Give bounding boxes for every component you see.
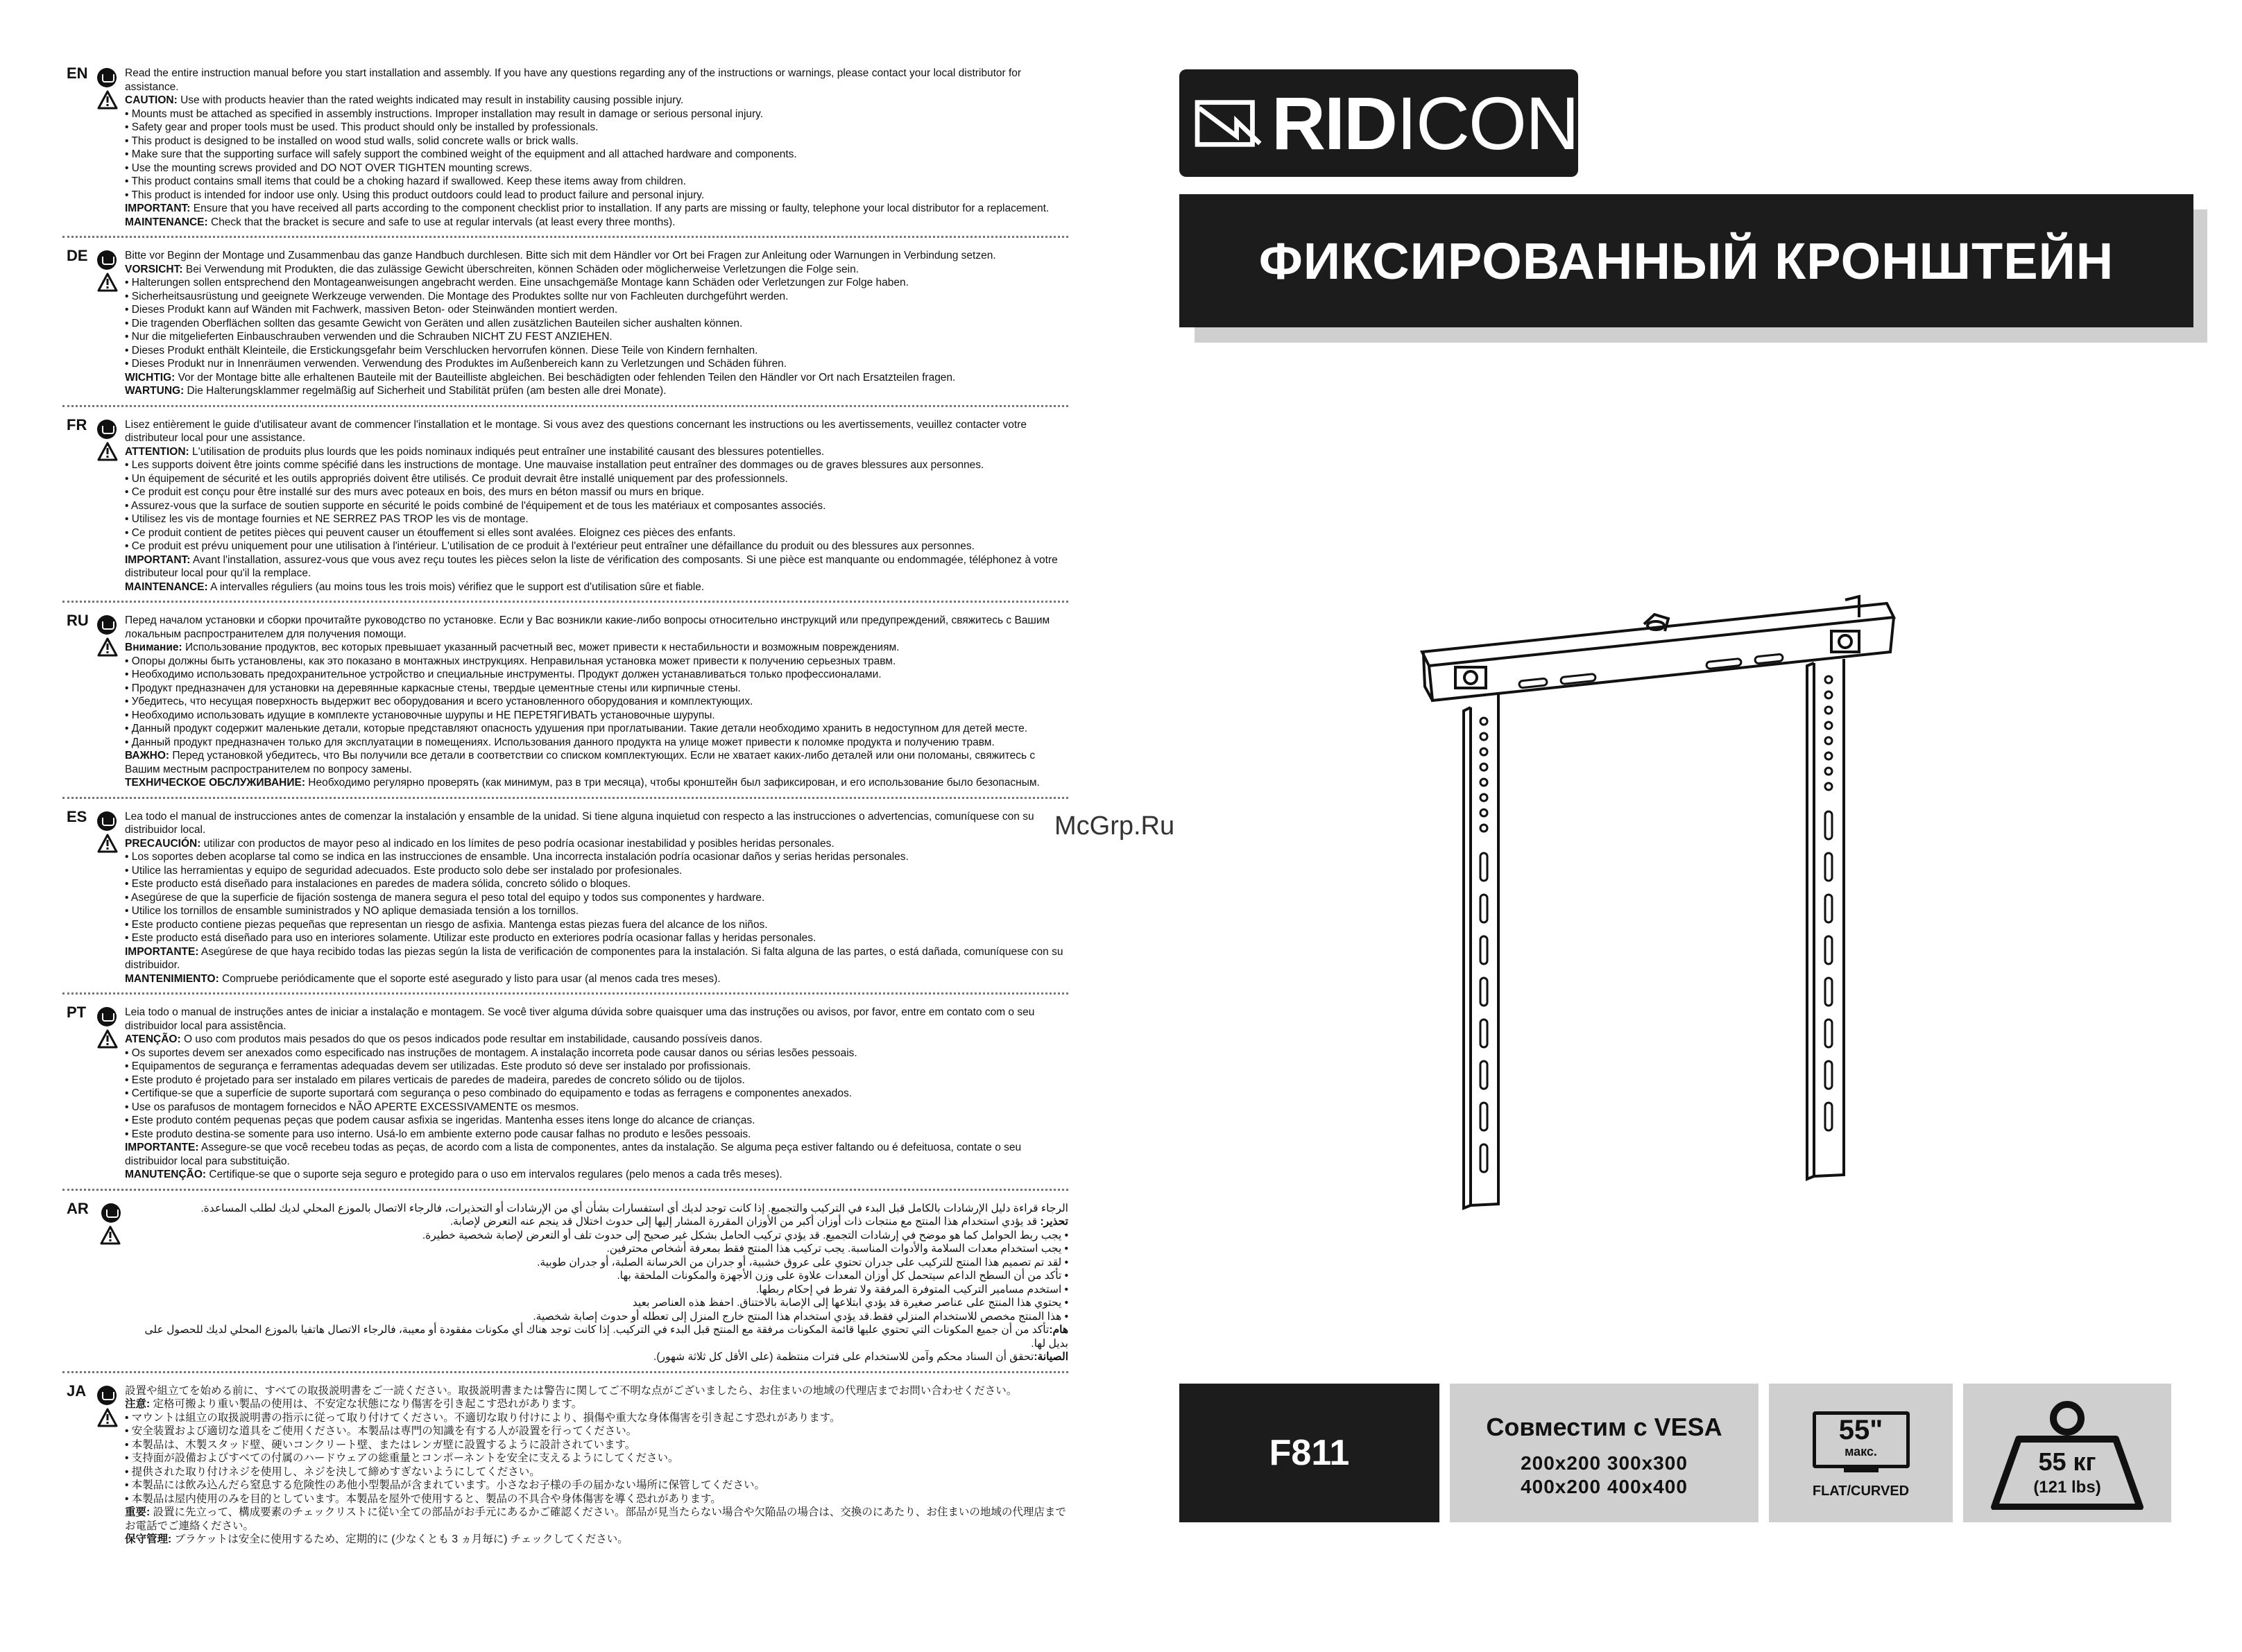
instruction-line	[125, 1506, 1068, 1533]
instruction-line	[125, 709, 1068, 723]
instruction-line	[125, 749, 1068, 776]
line-text: • Les supports doivent être joints comme spécifié dans les instructions de montage. Une mauvaise installation peut entraîner des dommages ou de graves blessures aux personnes.	[125, 459, 984, 471]
line-text: • يجب ربط الحوامل كما هو موضح في إرشادات التجميع. قد يؤدي تركيب الحامل بشكل غير صحيح إلى حدوث تلف أو التعرض لإصابة شخصية خطيرة.	[422, 1229, 1068, 1241]
instruction-line	[125, 1215, 1068, 1229]
section-lines	[125, 1033, 1068, 1182]
instruction-line	[125, 553, 1068, 580]
language-code: DE	[67, 247, 88, 264]
warning-icon	[100, 1225, 121, 1245]
line-text: Compruebe periódicamente que el soporte esté asegurado y listo para usar (al menos cada tres meses).	[219, 972, 721, 985]
line-text: • يجب استخدام معدات السلامة والأدوات المناسبة. يجب تركيب هذا المنتج فقط بمعرفة أشخاص محترفين.	[606, 1243, 1068, 1255]
book-icon	[101, 1203, 121, 1223]
instruction-line	[125, 1229, 1068, 1243]
line-text: Необходимо регулярно проверять (как минимум, раз в три месяца), чтобы кронштейн был зафиксирован, и его использование было безопасным.	[305, 777, 1040, 789]
instruction-line	[125, 189, 1068, 203]
line-text: Check that the bracket is secure and safe to use at regular intervals (at least every three months).	[207, 216, 676, 228]
line-text: Vor der Montage bitte alle erhaltenen Bauteile mit der Bauteilliste abgleichen. Bei beschädigten oder fehlenden Teilen den Händler vor Ort nach Ersatzteilen fragen.	[175, 371, 956, 384]
line-text: • This product is intended for indoor use only. Using this product outdoors could lead to product failure and personal injury.	[125, 189, 705, 201]
line-text: • Utilice las herramientas y equipo de seguridad adecuados. Este producto solo debe ser instalado por profesionales.	[125, 864, 683, 877]
instruction-line	[125, 1101, 1068, 1115]
instruction-line	[125, 148, 1068, 162]
instruction-line	[125, 276, 1068, 290]
weight-lbs: (121 lbs)	[2033, 1478, 2101, 1497]
line-label: MANTENIMIENTO:	[125, 972, 219, 985]
line-text: • 本製品には飲み込んだら窒息する危険性のあ他小型製品が含まれています。小さなお子様の手の届かない場所に保管してください。	[125, 1479, 765, 1491]
section-intro: Bitte vor Beginn der Montage und Zusammenbau das ganze Handbuch durchlesen. Bitte sich mit dem Händler vor Ort bei Fragen zur Anleitung oder Warnungen in Verbindung setzen.	[125, 250, 996, 261]
screen-size: 55"	[1838, 1415, 1883, 1445]
line-label: ATTENTION:	[125, 445, 189, 458]
cover-panel	[1179, 0, 2242, 1652]
line-text: • Продукт предназначен для установки на деревянные каркасные стены, твердые цементные стены или кирпичные стены.	[125, 682, 741, 694]
line-label: WARTUNG:	[125, 385, 185, 397]
instruction-line	[125, 1465, 1068, 1479]
instruction-line	[125, 107, 1068, 121]
instruction-line	[125, 1492, 1068, 1506]
line-label: VORSICHT:	[125, 263, 183, 275]
instruction-line	[125, 1283, 1068, 1297]
line-text: • Utilice los tornillos de ensamble suministrados y NO aplique demasiada tensión a los tornillos.	[125, 905, 579, 917]
warning-icon	[97, 273, 118, 292]
line-label: IMPORTANT:	[125, 203, 191, 214]
line-text: • لقد تم تصميم هذا المنتج للتركيب على جدران تحتوي على عروق خشبية، أو جدران من الخرسانة الصلبة، أو جدران طوبية.	[537, 1256, 1068, 1268]
section-intro: Перед началом установки и сборки прочитайте руководство по установке. Если у Вас возникли какие-либо вопросы относительно инструкций или предупреждений, свяжитесь с Вашим локальным распространителем для получения помощи.	[125, 614, 1050, 640]
instruction-line	[125, 1296, 1068, 1310]
brand-logo	[1179, 69, 1578, 177]
instruction-line	[125, 135, 1068, 148]
line-text: • Убедитесь, что несущая поверхность выдержит вес оборудования и всего установленного оборудования и комплектующих.	[125, 696, 753, 707]
instruction-line	[125, 1114, 1068, 1128]
line-text: • Mounts must be attached as specified in assembly instructions. Improper installation may result in damage or serious personal injury.	[125, 107, 764, 120]
section-ru	[62, 610, 1068, 799]
instruction-line	[125, 330, 1068, 344]
instruction-line	[125, 972, 1068, 986]
instruction-line	[125, 357, 1068, 371]
instruction-line	[125, 1168, 1068, 1182]
line-label: تحذير:	[1040, 1216, 1068, 1228]
book-icon	[97, 1007, 117, 1026]
line-text: • يحتوي هذا المنتج على عناصر صغيرة قد يؤدي ابتلاعها إلى الإصابة بالاختناق. احفظ هذه العناصر بعيد	[632, 1297, 1068, 1309]
warning-icon	[97, 1408, 118, 1427]
instruction-line	[125, 317, 1068, 331]
instruction-line	[125, 162, 1068, 175]
line-text: • Данный продукт содержит маленькие детали, которые представляют опасность удушения при проглатывании. Такие детали необходимо хранить в недоступном для детей месте.	[125, 723, 1028, 734]
line-text: • Safety gear and proper tools must be used. This product should only be installed by professionals.	[125, 121, 599, 133]
vesa-badge	[1450, 1384, 1758, 1522]
line-text: Use with products heavier than the rated weights indicated may result in instability causing possible injury.	[177, 94, 684, 106]
line-text: Certifique-se que o suporte seja seguro e protegido para o uso em intervalos regulares (pelo menos a cada três meses).	[206, 1169, 782, 1180]
instruction-line	[125, 668, 1068, 682]
line-text: • Assurez-vous que la surface de soutien supporte en sécurité le poids combiné de l'équipement et de tous les matériaux et composantes associés.	[125, 499, 826, 512]
product-title: ФИКСИРОВАННЫЙ КРОНШТЕЙН	[1179, 194, 2193, 327]
instruction-line	[125, 682, 1068, 696]
line-text: Использование продуктов, вес которых превышает указанный расчетный вес, может привести к нестабильности и возможным повреждениям.	[182, 642, 900, 653]
line-text: تحقق أن السناد محكم وآمن للاستخدام على فترات منتظمة (على الأقل كل ثلاثة شهور).	[653, 1351, 1034, 1363]
line-text: Ensure that you have received all parts according to the component checklist prior to installation. If any parts are missing or faulty, telephone your local distributor for a replacement.	[190, 203, 1050, 214]
instruction-line	[125, 776, 1068, 790]
line-text: • هذا المنتج مخصص للاستخدام المنزلي فقط.قد يؤدي استخدام هذا المنتج خارج المنزل إلى تعطله أو حدوث إصابة شخصية.	[533, 1310, 1068, 1323]
instruction-line	[125, 1411, 1068, 1425]
line-label: CAUTION:	[125, 94, 178, 106]
line-text: • This product contains small items that could be a choking hazard if swallowed. Keep these items away from children.	[125, 175, 686, 187]
vesa-line-1: 200x200 300x300	[1521, 1452, 1688, 1474]
line-text: قد يؤدي استخدام هذا المنتج مع منتجات ذات أوزان أكبر من الأوزان المقررة المشار إليها إلى حدوث اختلال قد ينجم عنه التعرض لإصابة.	[450, 1216, 1041, 1228]
line-text: • Ce produit est conçu pour être installé sur des murs avec poteaux en bois, des murs en béton massif ou murs en brique.	[125, 486, 705, 498]
instruction-line	[125, 1269, 1068, 1283]
instruction-line	[125, 499, 1068, 513]
instruction-line	[125, 1350, 1068, 1364]
line-text: • Este produto é projetado para ser instalado em pilares verticais de paredes de madeira, paredes de concreto sólido ou de tijolos.	[125, 1074, 745, 1086]
section-lines	[125, 1215, 1068, 1364]
line-label: ВАЖНО:	[125, 750, 170, 762]
line-label: Внимание:	[125, 642, 182, 653]
line-text: • Die tragenden Oberflächen sollten das gesamte Gewicht von Geräten und allen zusätzlichen Bauteilen sicher aushalten können.	[125, 317, 743, 329]
instruction-line	[125, 202, 1068, 216]
line-text: • 本製品は屋内使用のみを目的としています。本製品を屋外で使用すると、製品の不具合や身体傷害を導く恐れがあります。	[125, 1492, 721, 1505]
screen-icon	[1813, 1411, 1910, 1468]
line-text: Bei Verwendung mit Produkten, die das zulässige Gewicht überschreiten, können Schäden oder möglicherweise Verletzungen die Folge sein.	[182, 263, 859, 275]
screen-stand	[1844, 1468, 1879, 1479]
line-text: • Опоры должны быть установлены, как это показано в монтажных инструкциях. Неправильная установка может привести к получению серьезных травм.	[125, 655, 896, 667]
screen-max: макс.	[1845, 1445, 1877, 1459]
instruction-line	[125, 384, 1068, 398]
warning-icon	[97, 637, 118, 657]
book-icon	[97, 615, 117, 635]
book-icon	[97, 811, 117, 831]
line-text: • Os suportes devem ser anexados como especificado nas instruções de montagem. A instalação incorreta pode causar danos ou sérias lesões pessoais.	[125, 1047, 857, 1059]
line-text: Asegúrese de que haya recibido todas las piezas según la lista de verificación de componentes para la instalación. Si falta alguna de las partes, o está dañada, comuníquese con su distribuidor.	[125, 945, 1063, 971]
line-label: الصيانة:	[1034, 1351, 1068, 1363]
section-es	[62, 806, 1068, 995]
instruction-line	[125, 526, 1068, 540]
section-intro: الرجاء قراءة دليل الإرشادات بالكامل قبل البدء في التركيب والتجميع. إذا كانت توجد لديك أي استفسارات بشأن أي من الإرشادات أو التحذيرات، فالرجاء الاتصال بالموزع المحلي لديك لطلب المساعدة.	[200, 1202, 1068, 1214]
section-intro: Lea todo el manual de instrucciones antes de comenzar la instalación y ensamble de la unidad. Si tiene alguna inquietud con respecto a las instrucciones o advertencias, comuníquese con su distribuidor local.	[125, 810, 1034, 836]
spec-row	[1179, 1384, 2241, 1522]
screen-badge	[1769, 1384, 1953, 1522]
book-icon	[97, 68, 117, 87]
line-text: • Sicherheitsausrüstung und geeignete Werkzeuge verwenden. Die Montage des Produktes sollte nur von Fachleuten durchgeführt werden.	[125, 290, 789, 302]
section-intro: Leia todo o manual de instruções antes de iniciar a instalação e montagem. Se você tiver alguma dúvida sobre quaisquer uma das instruções ou avisos, por favor, entre em contato com o seu distribuidor local para assistência.	[125, 1006, 1035, 1032]
brand-name-part-b: ICON	[1396, 81, 1578, 165]
section-lines	[125, 1397, 1068, 1547]
instruction-line	[125, 655, 1068, 669]
line-text: • 本製品は、木製スタッド壁、硬いコンクリート壁、またはレンガ壁に設置するように設計されています。	[125, 1438, 636, 1451]
instruction-line	[125, 1047, 1068, 1060]
line-text: • Use os parafusos de montagem fornecidos e NÃO APERTE EXCESSIVAMENTE os mesmos.	[125, 1101, 579, 1113]
line-text: • Make sure that the supporting surface will safely support the combined weight of the equipment and all attached hardware and components.	[125, 148, 797, 160]
line-text: • Use the mounting screws provided and DO NOT OVER TIGHTEN mounting screws.	[125, 162, 533, 174]
line-text: • Nur die mitgelieferten Einbauschrauben verwenden und die Schrauben NICHT ZU FEST ANZIEHEN.	[125, 331, 613, 343]
bracket-drawing	[1415, 576, 1928, 1255]
section-intro: 設置や組立てを始める前に、すべての取扱説明書をご一読ください。取扱説明書または警告に関してご不明な点がございましたら、お住まいの地域の代理店までお問い合わせください。	[125, 1384, 1018, 1397]
line-text: • Este producto contiene piezas pequeñas que representan un riesgo de asfixia. Mantenga estas piezas fuera del alcance de los niños.	[125, 918, 768, 931]
line-label: WICHTIG:	[125, 371, 176, 384]
book-icon	[97, 1386, 117, 1405]
warning-icon	[97, 442, 118, 461]
line-text: Avant l'installation, assurez-vous que vous avez reçu toutes les pièces selon la liste de vérification des composants. Si une pièce est manquante ou endommagée, téléphonez à votre distributeur local pour qu'il la remplace.	[125, 553, 1058, 579]
instruction-line	[125, 1323, 1068, 1350]
line-text: • Este produto destina-se somente para uso interno. Usá-lo em ambiente externo pode causar falhas no produto e lesões pessoais.	[125, 1128, 751, 1140]
instruction-line	[125, 1074, 1068, 1087]
instruction-line	[125, 1310, 1068, 1324]
line-text: • تأكد من أن السطح الداعم سيتحمل كل أوزان المعدات علاوة على وزن الأجهزة والمكونات الملحقة بها.	[617, 1270, 1068, 1282]
line-text: Assegure-se que você recebeu todas as peças, de acordo com a lista de componentes, antes da instalação. Se alguma peça estiver faltando ou é defeituosa, contate o seu distribuidor local para substituição.	[125, 1142, 1022, 1167]
line-text: • Este producto está diseñado para instalaciones en paredes de madera sólida, concreto sólido o bloques.	[125, 878, 631, 890]
line-text: • Este producto está diseñado para uso en interiores solamente. Utilizar este producto en exteriores podría ocasionar fallas y heridas personales.	[125, 932, 816, 944]
line-text: • Utilisez les vis de montage fournies et NE SERREZ PAS TROP les vis de montage.	[125, 513, 529, 525]
language-code: FR	[67, 415, 87, 433]
instruction-line	[125, 94, 1068, 107]
line-text: Перед установкой убедитесь, что Вы получили все детали в соответствии со списком комплектующих. Если не хватает каких-либо деталей или они поломаны, свяжитесь с Вашим местным распространителем по вопросу замены.	[125, 750, 1036, 775]
instruction-line	[125, 175, 1068, 189]
language-code: JA	[67, 1382, 87, 1400]
instruction-line	[125, 945, 1068, 972]
line-text: • Ce produit contient de petites pièces qui peuvent causer un étouffement si elles sont avalées. Eloignez ces pièces des enfants.	[125, 526, 736, 539]
instruction-line	[125, 904, 1068, 918]
instruction-line	[125, 290, 1068, 304]
instruction-line	[125, 1452, 1068, 1465]
instruction-line	[125, 216, 1068, 230]
instruction-line	[125, 722, 1068, 736]
line-text: • Certifique-se que a superfície de suporte suportará com segurança o peso combinado do equipamento e todas as ferragens e componentes anexados.	[125, 1087, 853, 1099]
line-label: هام:	[1049, 1324, 1068, 1336]
instruction-line	[125, 1128, 1068, 1142]
instruction-line	[125, 472, 1068, 486]
instruction-line	[125, 891, 1068, 905]
logo-mark-icon	[1195, 85, 1265, 162]
warning-icon	[97, 1029, 118, 1049]
line-text: Die Halterungsklammer regelmäßig auf Sicherheit und Stabilität prüfen (am besten alle drei Monate).	[184, 385, 667, 397]
line-text: utilizar con productos de mayor peso al indicado en los límites de peso podría ocasionar inestabilidad y posibles heridas personales.	[200, 837, 835, 850]
section-ja	[62, 1380, 1068, 1554]
line-label: PRECAUCIÓN:	[125, 837, 201, 850]
section-icons	[97, 1007, 121, 1049]
line-text: ブラケットは安全に使用するため、定期的に (少なくとも 3 ヵ月毎に) チェックしてください。	[171, 1533, 628, 1545]
instruction-line	[125, 1438, 1068, 1452]
section-pt	[62, 1001, 1068, 1191]
instruction-line	[125, 641, 1068, 655]
instruction-line	[125, 931, 1068, 945]
line-text: • Este produto contém pequenas peças que podem causar asfixia se ingeridas. Mantenha esses itens longe do alcance de crianças.	[125, 1115, 755, 1126]
section-lines	[125, 837, 1068, 986]
brand-name	[1272, 80, 1578, 166]
instruction-line	[125, 303, 1068, 317]
watermark: McGrp.Ru	[1054, 811, 1175, 841]
section-icons	[97, 250, 121, 292]
warning-icon	[97, 834, 118, 853]
line-text: • Необходимо использовать предохранительное устройство и специальные инструменты. Продукт должен устанавливаться только профессионалами.	[125, 669, 882, 680]
instruction-line	[125, 1087, 1068, 1101]
instruction-line	[125, 513, 1068, 526]
section-lines	[125, 94, 1068, 229]
line-text: • Dieses Produkt nur in Innenräumen verwenden. Verwendung des Produktes im Außenbereich kann zu Verletzungen und Schäden führen.	[125, 358, 787, 370]
line-label: 注意:	[125, 1398, 151, 1410]
instruction-line	[125, 1397, 1068, 1411]
line-text: L'utilisation de produits plus lourds que les poids nominaux indiqués peut entraîner une instabilité causant des blessures potentielles.	[189, 445, 825, 458]
line-label: 重要:	[125, 1506, 151, 1518]
section-intro: Lisez entièrement le guide d'utilisateur avant de commencer l'installation et le montage. Si vous avez des questions concernant les instructions ou les avertissements, veuillez contacter votre distributeur local pour une assistance.	[125, 418, 1027, 444]
section-en	[62, 62, 1068, 238]
line-text: • Данный продукт предназначен только для эксплуатации в помещениях. Использования данного продукта на улице может привести к поломке продукта и получению травм.	[125, 736, 995, 748]
line-text: • Asegúrese de que la superficie de fijación sostenga de manera segura el peso total del equipo y todos sus componentes y hardware.	[125, 891, 765, 904]
line-text: • This product is designed to be installed on wood stud walls, solid concrete walls or brick walls.	[125, 135, 579, 147]
line-label: IMPORTANT:	[125, 553, 191, 566]
model-badge: F811	[1179, 1384, 1439, 1522]
vesa-sizes	[1450, 1452, 1758, 1499]
instruction-line	[125, 371, 1068, 385]
section-de	[62, 245, 1068, 407]
instruction-line	[125, 1060, 1068, 1074]
instruction-line	[125, 918, 1068, 932]
line-text: • 提供された取り付けネジを使用し、ネジを決して締めすぎないようにしてください。	[125, 1465, 540, 1478]
instruction-line	[125, 850, 1068, 864]
section-lines	[125, 641, 1068, 790]
line-text: • Equipamentos de segurança e ferramentas adequadas devem ser utilizadas. Este produto só deve ser instalado por profissionais.	[125, 1060, 751, 1072]
section-icons	[97, 1386, 121, 1427]
instruction-line	[125, 344, 1068, 358]
section-icons	[97, 420, 121, 461]
vesa-title: Совместим с VESA	[1486, 1413, 1722, 1441]
instruction-line	[125, 445, 1068, 459]
language-code: EN	[67, 64, 88, 82]
instruction-line	[125, 837, 1068, 851]
line-label: MANUTENÇÃO:	[125, 1169, 207, 1180]
instruction-line	[125, 540, 1068, 553]
line-label: IMPORTANTE:	[125, 1142, 199, 1153]
weight-kg: 55 кг	[2038, 1447, 2096, 1476]
line-text: A intervalles réguliers (au moins tous les trois mois) vérifiez que le support est d'utilisation sûre et fiable.	[207, 580, 705, 593]
instruction-line	[125, 121, 1068, 135]
line-text: • マウントは組立の取扱説明書の指示に従って取り付けてください。不適切な取り付けにより、損傷や重大な身体傷害を引き起こす恐れがあります。	[125, 1411, 841, 1424]
line-text: O uso com produtos mais pesados do que os pesos indicados pode resultar em instabilidade, causando possíveis danos.	[180, 1033, 763, 1045]
instruction-line	[125, 1479, 1068, 1492]
instruction-line	[125, 1256, 1068, 1270]
section-icons	[97, 68, 121, 110]
section-intro: Read the entire instruction manual before you start installation and assembly. If you have any questions regarding any of the instructions or warnings, please contact your local distributor for assistance.	[125, 67, 1022, 93]
line-text: • Un équipement de sécurité et les outils appropriés doivent être utilisés. Ce produit devrait être installé uniquement par des professionnels.	[125, 472, 788, 485]
language-code: AR	[67, 1199, 89, 1217]
section-icons	[97, 1203, 121, 1245]
brand-name-part-a: RID	[1272, 81, 1396, 165]
instruction-line	[125, 695, 1068, 709]
instruction-line	[125, 864, 1068, 878]
line-text: • Dieses Produkt enthält Kleinteile, die Erstickungsgefahr beim Verschlucken hervorrufen können. Diese Teile von Kindern fernhalten.	[125, 344, 758, 356]
section-lines	[125, 263, 1068, 398]
instruction-line	[125, 458, 1068, 472]
line-text: • 支持面が設備およびすべての付属のハードウェアの総重量とコンポーネントを安全に支えるようにしてください。	[125, 1452, 679, 1464]
line-text: 設置に先立って、構成要素のチェックリストに従い全ての部品がお手元にあるかご確認ください。部品が見当たらない場合や欠陥品の場合は、交換のにあたり、お住まいの地域の代理店までお電話でご連絡ください。	[125, 1506, 1066, 1532]
instruction-line	[125, 1141, 1068, 1168]
instruction-line	[125, 736, 1068, 750]
instruction-line	[125, 1242, 1068, 1256]
language-code: PT	[67, 1004, 87, 1021]
language-code: ES	[67, 807, 87, 825]
instruction-line	[125, 1425, 1068, 1438]
language-code: RU	[67, 612, 89, 629]
instruction-line	[125, 877, 1068, 891]
instruction-line	[125, 485, 1068, 499]
warning-icon	[97, 90, 118, 110]
line-label: MAINTENANCE:	[125, 580, 208, 593]
instructions-column	[62, 62, 1068, 1630]
book-icon	[97, 420, 117, 439]
line-label: ATENÇÃO:	[125, 1033, 181, 1045]
instruction-line	[125, 1033, 1068, 1047]
line-text: • استخدم مسامير التركيب المتوفرة المرفقة ولا تفرط في إحكام ربطها.	[755, 1283, 1068, 1296]
line-label: 保守管理:	[125, 1533, 172, 1545]
line-text: تأكد من أن جميع المكونات التي تحتوي عليها قائمة المكونات مرفقة مع المنتج قبل البدء في التركيب. إذا كانت توجد هناك أي مكونات مفقودة أو معيبة، فالرجاء الاتصال هاتفيا بالموزع المحلي لديك للحصول على بديل لها.	[144, 1324, 1068, 1350]
section-icons	[97, 811, 121, 853]
book-icon	[97, 250, 117, 270]
section-ar	[62, 1198, 1068, 1373]
line-text: • Ce produit est prévu uniquement pour une utilisation à l'intérieur. L'utilisation de ce produit à l'extérieur peut entraîner une défaillance du produit ou des blessures aux personnes.	[125, 540, 975, 552]
vesa-line-2: 400x200 400x400	[1521, 1476, 1688, 1497]
line-text: • Dieses Produkt kann auf Wänden mit Fachwerk, massiven Beton- oder Steinwänden montiert werden.	[125, 304, 618, 316]
section-icons	[97, 615, 121, 657]
line-text: • 安全装置および適切な道具をご使用ください。本製品は専門の知識を有する人が設置を行ってください。	[125, 1425, 637, 1437]
line-text: • Необходимо использовать идущие в комплекте установочные шурупы и НЕ ПЕРЕТЯГИВАТЬ установочные шурупы.	[125, 709, 715, 721]
weight-badge	[1963, 1384, 2171, 1522]
section-fr	[62, 414, 1068, 603]
section-lines	[125, 445, 1068, 594]
instruction-line	[125, 263, 1068, 277]
line-text: • Los soportes deben acoplarse tal como se indica en las instrucciones de ensamble. Una incorrecta instalación podría ocasionar daños y serias heridas personales.	[125, 851, 909, 863]
instruction-line	[125, 1533, 1068, 1547]
instruction-line	[125, 580, 1068, 594]
line-text: 定格可搬より重い製品の使用は、不安定な状態になり傷害を引き起こす恐れがあります。	[150, 1398, 583, 1410]
line-label: IMPORTANTE:	[125, 945, 199, 958]
line-text: • Halterungen sollen entsprechend den Montageanweisungen angebracht werden. Eine unsachgemäße Montage kann Schäden oder Verletzungen zur Folge haben.	[125, 277, 909, 289]
line-label: MAINTENANCE:	[125, 216, 208, 228]
line-label: ТЕХНИЧЕСКОЕ ОБСЛУЖИВАНИЕ:	[125, 777, 305, 789]
screen-type: FLAT/CURVED	[1812, 1483, 1910, 1499]
